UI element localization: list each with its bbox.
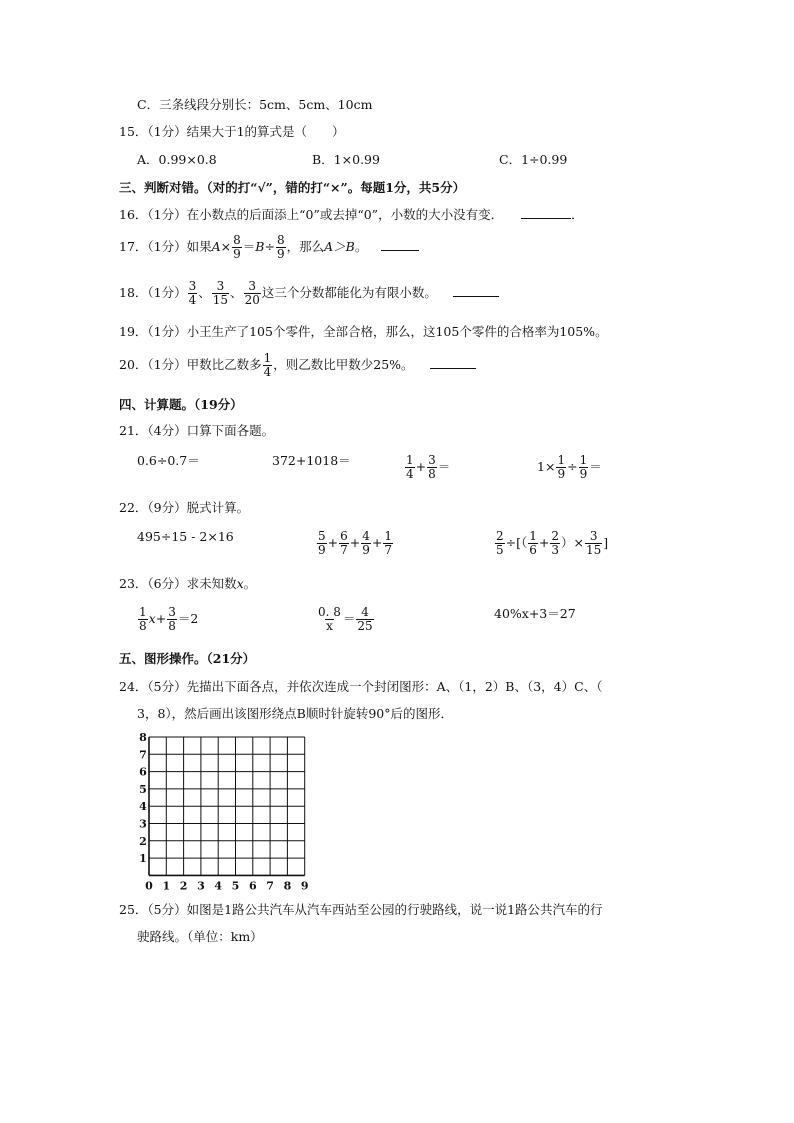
q22-expr-2 [316, 530, 394, 557]
numerator: 1 [529, 529, 537, 543]
plus: + [327, 535, 339, 550]
q17-fraction-1 [232, 234, 242, 261]
numerator: 3 [248, 279, 257, 293]
denominator: 15 [586, 543, 602, 557]
fraction [528, 530, 538, 557]
x-axis-label: 2 [179, 879, 188, 893]
q24-coordinate-grid [130, 728, 320, 894]
q16 [119, 206, 584, 223]
fraction [405, 454, 415, 481]
q20-fraction [263, 352, 273, 379]
q21-expr-4 [537, 454, 602, 481]
q23-stem-prefix: 23．（6分）求未知数 [119, 576, 237, 591]
denominator: 9 [276, 247, 285, 261]
fraction [138, 606, 148, 633]
denominator: 9 [579, 467, 588, 481]
numerator: 8 [233, 233, 241, 247]
q21-expr-3 [404, 454, 450, 481]
y-axis-label: 1 [139, 852, 147, 866]
numerator: 0. 8 [318, 605, 341, 619]
q16-text: 16．（1分）在小数点的后面添上“0”或去掉“0”，小数的大小没有变． [119, 207, 504, 222]
plus: + [371, 535, 383, 550]
fraction [383, 530, 393, 557]
q22-expr-3 [494, 530, 608, 557]
q17-divide: ÷ [264, 239, 275, 254]
q15-option-c: C．1÷0.99 [499, 152, 568, 167]
lead: 1× [537, 459, 556, 474]
q20 [119, 352, 476, 379]
q17-period: 。 [354, 239, 368, 254]
y-axis-label: 8 [139, 731, 147, 744]
numerator: 1 [384, 529, 393, 543]
denominator: 9 [318, 543, 326, 557]
q18-fraction-1 [188, 280, 198, 307]
q16-tail: ． [571, 207, 584, 222]
numerator: 3 [168, 605, 176, 619]
section3-title: 三、判断对错。（对的打“√”，错的打“×”。每题1分，共5分） [119, 180, 466, 195]
x-axis-label: 9 [300, 879, 309, 893]
denominator: 3 [551, 543, 560, 557]
x-axis-label: 3 [197, 879, 205, 893]
y-axis-label: 2 [139, 834, 147, 848]
operator: ÷[（ [505, 535, 528, 550]
plus: + [155, 611, 167, 626]
q22-stem: 22．（9分）脱式计算。 [119, 500, 250, 515]
fraction [167, 606, 177, 633]
x-axis-label: 4 [214, 879, 223, 893]
q23-stem-suffix: 。 [243, 576, 257, 591]
q20-prefix: 20．（1分）甲数比乙数多 [119, 357, 262, 372]
numerator: 1 [406, 453, 414, 467]
y-axis-label: 5 [139, 782, 147, 796]
numerator: 4 [362, 529, 370, 543]
denominator: 9 [557, 467, 566, 481]
numerator: 6 [340, 529, 348, 543]
equals: ＝ [342, 611, 356, 626]
q17-prefix: 17．（1分）如果 [119, 239, 212, 254]
denominator: 9 [362, 543, 370, 557]
q23-stem-var: x [236, 576, 244, 591]
denominator: 5 [496, 543, 504, 557]
y-axis-label: 6 [139, 765, 147, 779]
y-axis-label: 7 [139, 748, 147, 762]
q21-expr-2: 372+1018＝ [272, 453, 351, 468]
numerator: 8 [276, 233, 285, 247]
q18-separator: 、 [198, 285, 211, 300]
y-axis-label: 3 [139, 817, 147, 831]
x-axis-label: 5 [231, 879, 240, 893]
operator: ] [603, 535, 609, 550]
numerator: 2 [496, 529, 504, 543]
denominator: 20 [244, 293, 260, 307]
variable: x [148, 611, 156, 626]
q24-line-1: 24．（5分）先描出下面各点，并依次连成一个封闭图形：A、（1，2）B、（3，4）C、（ [119, 679, 603, 694]
denominator: x [326, 619, 333, 633]
numerator: 1 [263, 351, 272, 365]
q17-fraction-2 [276, 234, 286, 261]
q25-line-2: 驶路线。（单位：km） [137, 929, 263, 944]
q19-text: 19．（1分）小王生产了105个零件，全部合格，那么，这105个零件的合格率为105%。 [119, 324, 608, 339]
q17-answer-blank[interactable] [381, 238, 419, 251]
q17 [119, 234, 419, 261]
q21-stem: 21．（4分）口算下面各题。 [119, 423, 275, 438]
q20-suffix: ，则乙数比甲数少25%。 [273, 357, 414, 372]
denominator: 7 [384, 543, 393, 557]
divide: ÷ [567, 459, 578, 474]
fraction [317, 606, 342, 633]
q23-expr-2 [316, 606, 375, 633]
q18-separator: 、 [230, 285, 243, 300]
q24-line-2: 3，8），然后画出该图形绕点B顺时针旋转90°后的图形． [137, 706, 453, 721]
q18 [119, 280, 499, 307]
q18-suffix: 这三个分数都能化为有限小数。 [261, 285, 437, 300]
denominator: 7 [340, 543, 348, 557]
plus: + [349, 535, 361, 550]
q16-answer-blank[interactable] [521, 206, 571, 219]
fraction [356, 606, 373, 633]
denominator: 4 [188, 293, 197, 307]
numerator: 4 [361, 605, 369, 619]
q21-expr-1: 0.6÷0.7＝ [137, 453, 200, 468]
q17-var-a: A [211, 239, 221, 254]
section5-title: 五、图形操作。（21分） [119, 651, 256, 666]
x-axis-label: 1 [162, 879, 171, 893]
y-axis-label: 4 [139, 800, 147, 814]
fraction [585, 530, 602, 557]
q15-option-a: A．0.99×0.8 [137, 152, 217, 167]
denominator: 9 [233, 247, 241, 261]
numerator: 1 [579, 453, 588, 467]
denominator: 4 [406, 467, 414, 481]
q17-equals: ＝ [242, 239, 256, 254]
denominator: 8 [168, 619, 176, 633]
denominator: 6 [529, 543, 537, 557]
operator: + [538, 535, 550, 550]
numerator: 3 [188, 279, 197, 293]
fraction [495, 530, 505, 557]
x-axis-label: 7 [266, 879, 274, 893]
fraction [550, 530, 560, 557]
plus: + [415, 459, 427, 474]
q15-stem: 15．（1分）结果大于1的算式是（ ） [119, 124, 345, 139]
numerator: 3 [428, 453, 436, 467]
x-axis-label: 8 [283, 879, 292, 893]
fraction [339, 530, 349, 557]
numerator: 1 [557, 453, 566, 467]
fraction [317, 530, 327, 557]
q17-var-b: B [255, 239, 265, 254]
x-axis-label: 0 [145, 879, 153, 893]
equals: ＝ [589, 459, 602, 474]
q14-option-c: C．三条线段分别长：5cm、5cm、10cm [137, 97, 373, 112]
denominator: 25 [357, 619, 373, 633]
q18-answer-blank[interactable] [453, 284, 499, 297]
rhs: ＝2 [177, 611, 199, 626]
q17-conclusion: A＞B [324, 239, 355, 254]
q25-line-1: 25．（5分）如图是1路公共汽车从汽车西站至公园的行驶路线，说一说1路公共汽车的行 [119, 902, 603, 917]
section4-title: 四、计算题。（19分） [119, 397, 243, 412]
q20-answer-blank[interactable] [430, 356, 476, 369]
x-axis-label: 6 [248, 879, 257, 893]
q18-fraction-3 [244, 280, 261, 307]
q18-fraction-2 [212, 280, 229, 307]
fraction [361, 530, 371, 557]
numerator: 2 [551, 529, 560, 543]
fraction [427, 454, 437, 481]
fraction [579, 454, 589, 481]
q23-stem [119, 576, 256, 592]
numerator: 3 [216, 279, 225, 293]
numerator: 1 [139, 605, 147, 619]
denominator: 8 [428, 467, 436, 481]
denominator: 8 [139, 619, 147, 633]
q18-prefix: 18．（1分） [119, 285, 187, 300]
numerator: 3 [589, 529, 598, 543]
q22-expr-1: 495÷15 - 2×16 [137, 529, 234, 544]
equals: ＝ [437, 459, 451, 474]
q17-times: × [220, 239, 232, 254]
denominator: 4 [263, 365, 272, 379]
q15-option-b: B．1×0.99 [312, 152, 380, 167]
q23-expr-1 [137, 606, 198, 633]
q23-expr-3: 40%x+3＝27 [494, 606, 576, 621]
q17-suffix: ，那么 [286, 239, 325, 254]
operator: ）× [561, 535, 584, 550]
denominator: 15 [212, 293, 229, 307]
numerator: 5 [318, 529, 326, 543]
fraction [556, 454, 566, 481]
